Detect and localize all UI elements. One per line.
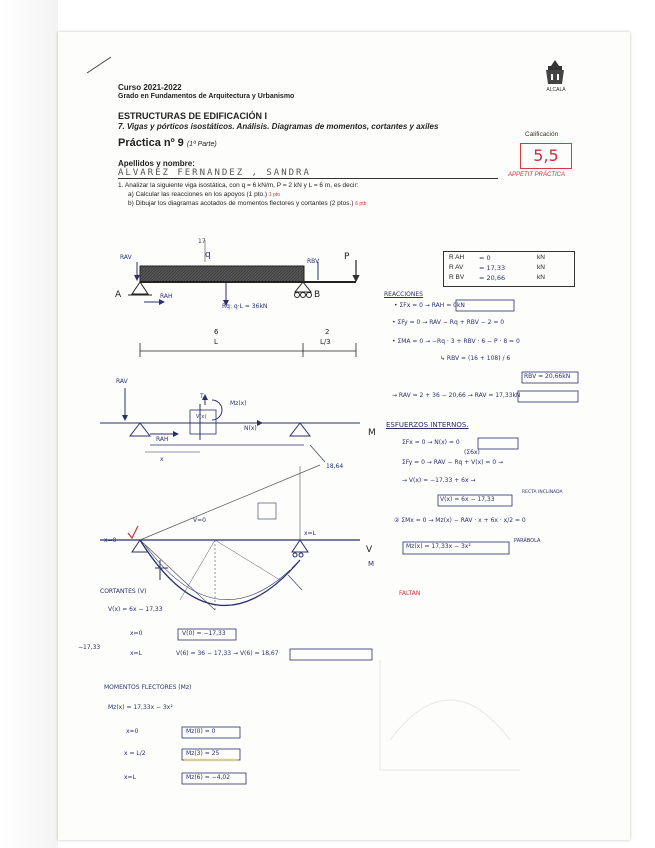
moment-x0: x=0 (126, 728, 139, 735)
reactions-table (443, 251, 575, 287)
background-sketch (380, 660, 520, 770)
reactions-eq-4: ↳ RBV = (16 + 108) / 6 (440, 355, 511, 362)
grade-label: Calificación (525, 131, 559, 138)
fbd-x-label: x (160, 456, 164, 463)
question-a-points: 1 pto (268, 192, 281, 198)
internal-moment-note: PARÁBOLA (514, 538, 541, 544)
internal-shear-result: V(x) = 6x − 17,33 (440, 496, 495, 503)
diagram-xl-label: x=L (304, 530, 316, 537)
subject-title: ESTRUCTURAS DE EDIFICACIÓN I (118, 111, 268, 121)
dimension-2-bottom: L/3 (320, 338, 331, 346)
fbd-vx-label: V(x) (196, 414, 207, 420)
course-year: Curso 2021-2022 (118, 83, 182, 92)
name-label: Apellidos y nombre: (118, 159, 195, 168)
shear-equation: V(x) = 6x − 17,33 (108, 606, 163, 613)
question-statement: 1. Analizar la siguiente viga isostática, con q = 6 kN/m, P = 2 kN y L = 6 m, es decir: (118, 182, 359, 189)
moment-equation: Mz(x) = 17,33x − 3x² (108, 704, 173, 711)
shear-title: CORTANTES (V) (100, 588, 147, 595)
shear-v0-result: V(0) = −17,33 (182, 630, 226, 637)
diagram-x0-label: x=0 (104, 537, 117, 544)
moment-xl: x=L (124, 774, 136, 781)
internal-eq-2: ΣFy = 0 → RAV − Rq + V(x) = 0 → (402, 459, 504, 466)
moment-ml-result: Mz(6) = −4,02 (186, 774, 231, 781)
reactions-eq-3: • ΣMA = 0 → −Rq · 3 + RBV · 6 − P · 8 = 0 (392, 338, 520, 345)
reactions-eq-2: • ΣFy = 0 → RAV − Rq + RBV − 2 = 0 (392, 319, 505, 326)
missing-note: FALTAN (399, 590, 421, 597)
reaction-row: R AV = 17,33 kN (449, 264, 545, 272)
diagram-v0-label: V=0 (193, 517, 206, 524)
topic-title: 7. Vigas y pórticos isostáticos. Análisis. Diagramas de momentos, cortantes y axiles (118, 122, 439, 131)
dimension-1-top: 6 (214, 328, 219, 336)
check-mark-icon (128, 526, 138, 538)
reactions-rav-result: → RAV = 2 + 36 − 20,66 → RAV = 17,33kN (392, 392, 521, 399)
internal-eq-5: ② ΣMx = 0 → Mz(x) − RAV · x + 6x · x/2 = 0 (394, 517, 526, 524)
dimension-1-bottom: L (214, 338, 218, 346)
support-a-label: A (115, 290, 122, 300)
pin-support-a (132, 282, 148, 294)
shear-x0: x=0 (130, 630, 143, 637)
shear-xl: x=L (130, 650, 142, 657)
q-tick-label: 17 (198, 238, 206, 245)
practice-part: (1ª Parte) (186, 141, 217, 148)
rah-label: RAH (160, 293, 173, 300)
internal-eq-3: → V(x) = −17,33 + 6x → (402, 477, 476, 484)
dimension-2-top: 2 (325, 328, 330, 336)
grade-value: 5,5 (520, 143, 572, 169)
moment-m0-result: Mz(0) = 0 (186, 728, 216, 735)
moment-title: MOMENTOS FLECTORES (Mz) (104, 684, 192, 691)
fbd-rah-label: RAH (156, 436, 169, 443)
reaction-row: R BV = 20,66 kN (449, 274, 545, 282)
internal-shear-note: RECTA INCLINADA (522, 490, 563, 495)
fbd-m-label: M (368, 428, 376, 438)
reactions-eq-1: • ΣFx = 0 → RAH = 0kN (394, 302, 465, 309)
distributed-load-block (140, 266, 304, 282)
question-b-points: 6 ptb (355, 201, 367, 207)
question-b-text: b) Dibujar los diagramas acotados de momentos flectores y cortantes (2 ptos.) (128, 200, 354, 207)
fbd-rav-label: RAV (116, 378, 128, 385)
practice-number: Práctica nº 9 (118, 137, 184, 149)
roller-support-b (295, 282, 311, 292)
shear-vl-result: V(6) = 36 − 17,33 → V(6) = 18,67 (176, 650, 279, 657)
p-label: P (344, 252, 350, 262)
degree-name: Grado en Fundamentos de Arquitectura y Urbanismo (118, 93, 295, 100)
fbd-nx-label: N(x) (244, 425, 257, 432)
diagram-v-label: V (366, 545, 373, 555)
internal-eq-2-note: (Σ6x) (464, 449, 480, 456)
logo-caption: ALCALÁ (546, 87, 566, 93)
grade-note: APPETIT PRÁCTICA (508, 172, 566, 178)
question-a-text: a) Calcular las reacciones en los apoyos (1 pto.) (128, 191, 268, 198)
reactions-rbv-result: RBV = 20,66kN (524, 373, 571, 380)
shear-side-value: −17,33 (78, 644, 101, 651)
reactions-title: REACCIONES (384, 291, 423, 298)
internal-eq-1: ΣFx = 0 → N(x) = 0 (402, 439, 460, 446)
internal-moment-result: Mz(x) = 17,33x − 3x² (406, 543, 471, 550)
internal-forces-title: ESFUERZOS INTERNOS. (386, 421, 469, 429)
q-label: q (205, 250, 211, 260)
moment-mmid-result: Mz(3) = 25 (186, 750, 220, 757)
diagram-m-label: M (368, 560, 375, 568)
rbv-label: RBV (307, 258, 320, 265)
support-b-label: B (314, 290, 321, 300)
student-name: ALVAREZ FERNANDEZ , SANDRA (118, 168, 311, 178)
fbd-mz-label: Mz(x) (230, 400, 247, 407)
load-resultant-label: Rq: q·L = 36kN (222, 303, 268, 310)
reaction-row: R AH = 0 kN (449, 254, 545, 262)
rav-label: RAV (120, 254, 132, 261)
moment-xmid: x = L/2 (124, 750, 146, 757)
fbd-1864-label: 18,64 (326, 463, 344, 470)
fbd-t-label: T (200, 393, 204, 400)
